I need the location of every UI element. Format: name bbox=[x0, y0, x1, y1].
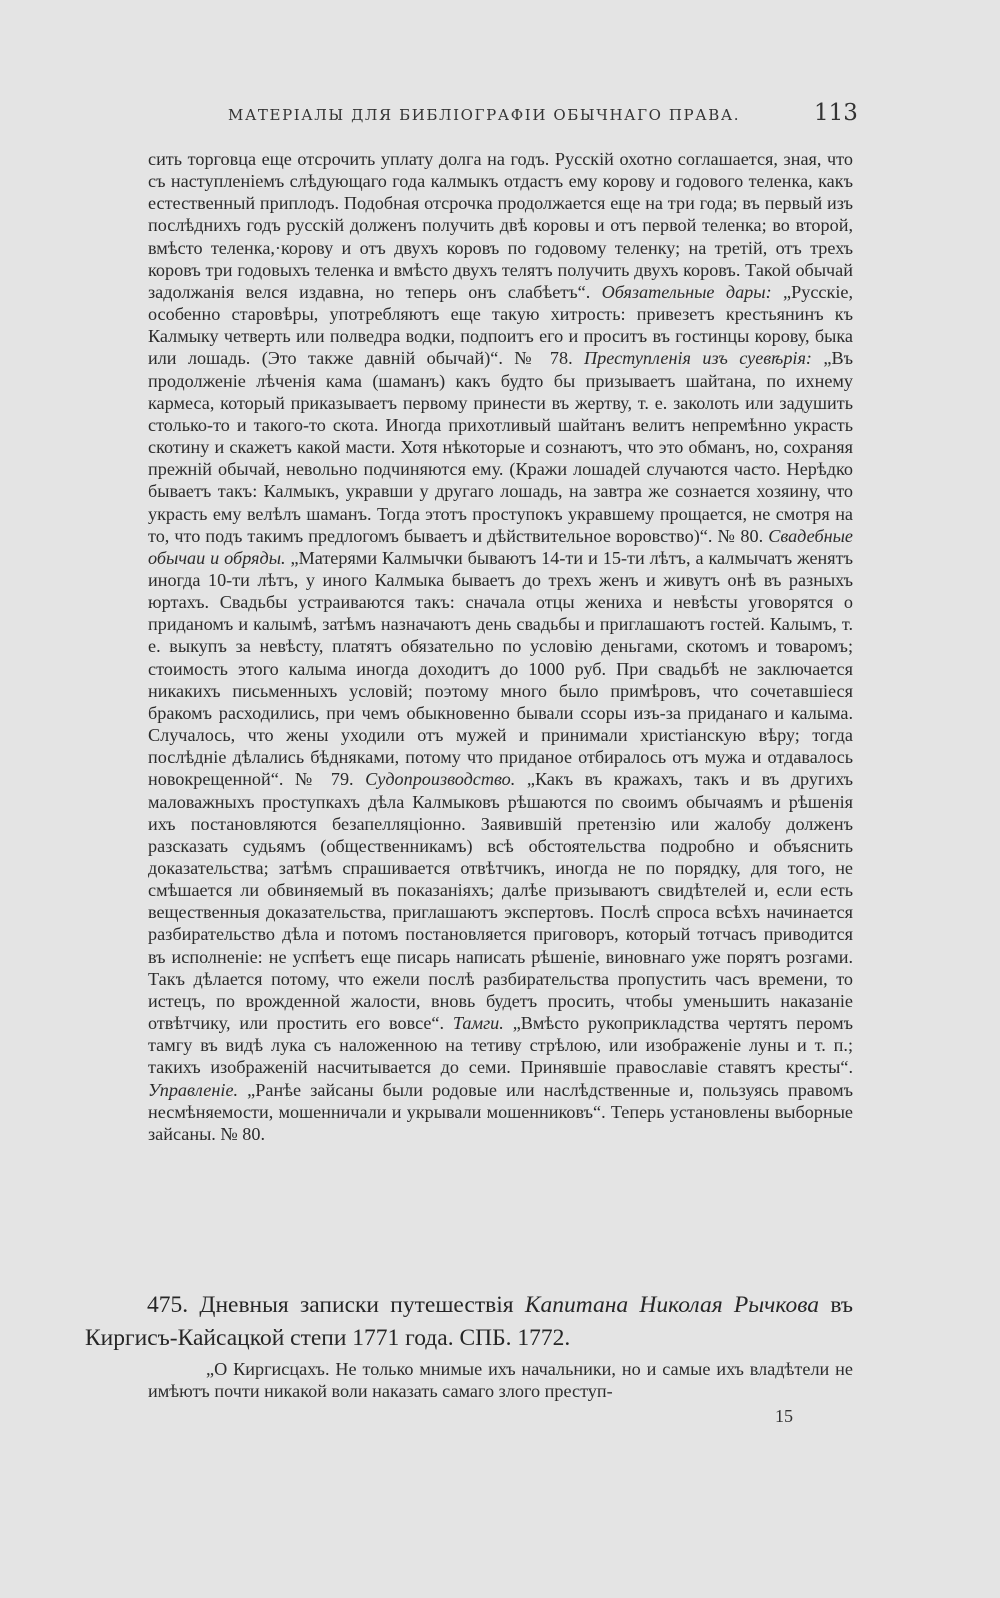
entry-number: 475. bbox=[147, 1292, 189, 1318]
text-run: „Русскіе, особенно старовѣры, употребляютъ еще такую хитрость: привезетъ крестьянинъ къ Калмыку четверть или полведра водки, подпоитъ его и проситъ въ гостинцы корову, быка или лошадь. (Это также давній обычай)“. № 78. bbox=[148, 281, 853, 369]
section-title-wedding: Свадебные обычаи и обряды. bbox=[148, 525, 853, 568]
main-paragraph bbox=[148, 148, 853, 1145]
section-title-crimes: Преступленія изъ суевѣрія: bbox=[584, 348, 812, 369]
entry-author: Капитана Николая Рычкова bbox=[524, 1292, 820, 1318]
entry-title: Дневныя записки путешествія bbox=[188, 1292, 525, 1318]
entry-heading bbox=[85, 1289, 853, 1355]
quote-paragraph: „О Киргисцахъ. Не только мнимые ихъ начальники, но и самые ихъ владѣтели не имѣютъ почти никакой воли наказать самаго злого преступ- bbox=[148, 1359, 853, 1402]
entry-title-rest: въ Киргисъ-Кайсацкой степи 1771 года. СПБ. 1772. bbox=[85, 1292, 853, 1351]
text-run: „Матерями Калмычки бываютъ 14-ти и 15-ти лѣтъ, а калмычатъ женятъ иногда 10-ти лѣтъ, у иного Калмыка бываетъ до трехъ женъ и живутъ онѣ въ разныхъ юртахъ. Свадьбы устраиваются такъ: сначала отцы жениха и невѣсты уговорятся о приданомъ и калымѣ, затѣмъ назначаютъ день свадьбы и приглашаютъ гостей. Калымъ, т. е. выкупъ за невѣсту, платятъ обязательно по условію деньгами, скотомъ и товаромъ; стоимость этого калыма иногда доходитъ до 1000 руб. При свадьбѣ не заключается никакихъ письменныхъ условій; поэтому много было примѣровъ, что сочетавшіеся бракомъ расходились, при чемъ обыкновенно бывали ссоры изъ-за приданаго и калыма. Случалось, что жены уходили отъ мужей и принимали христіанскую вѣру; тогда послѣдніе дѣлались бѣдняками, потому что приданое отбиралось отъ мужа и отдавалось новокрещенной“. № 79. bbox=[148, 547, 853, 790]
section-title-governance: Управленіе. bbox=[148, 1079, 239, 1100]
text-run: „Ранѣе зайсаны были родовые или наслѣдственные и, пользуясь правомъ несмѣняемости, мошенничали и укрывали мошенниковъ“. Теперь установлены выборные зайсаны. № 80. bbox=[148, 1079, 853, 1144]
text-run: „Какъ въ кражахъ, такъ и въ другихъ маловажныхъ проступкахъ дѣла Калмыковъ рѣшаются по своимъ обычаямъ и рѣшенія ихъ постановляются безапелляціонно. Заявившій претензію или жалобу долженъ разсказать судьямъ (общественникамъ) всѣ обстоятельства подробно и объяснить доказательства; затѣмъ спрашивается отвѣтчикъ, иногда не по порядку, для того, не смѣшается ли обвиняемый въ показаніяхъ; далѣе призываютъ свидѣтелей и, если есть вещественныя доказательства, приглашаютъ экспертовъ. Послѣ спроса всѣхъ начинается разбирательство дѣла и потомъ постановляется приговоръ, который тотчасъ приводится въ исполненіе: не успѣетъ еще писарь написать рѣшеніе, виновнаго уже порятъ розгами. Такъ дѣлается потому, что ежели послѣ разбирательства пропустить часъ времени, то истецъ, по врожденной жалости, вновь будетъ просить, чтобы уменьшить наказаніе отвѣтчику, или простить его вовсе“. bbox=[148, 769, 854, 1034]
section-title-tamgi: Тамги. bbox=[452, 1013, 504, 1034]
page-number: 113 bbox=[814, 100, 858, 126]
entry-quote bbox=[148, 1358, 853, 1402]
page-header bbox=[0, 98, 1000, 138]
text-run: „Вмѣсто рукоприкладства чертятъ перомъ тамгу въ видѣ лука съ наложенною на тетиву стрѣлою, или изображеніе луны и т. п.; такихъ изображеній насчитывается до семи. Принявшіе православіе ставятъ кресты“. bbox=[148, 1013, 853, 1078]
section-title-court: Судопроизводство. bbox=[365, 769, 516, 790]
section-title-gifts: Обязательные дары: bbox=[601, 281, 772, 302]
signature-mark: 15 bbox=[775, 1406, 793, 1426]
main-text bbox=[148, 148, 853, 1145]
text-run: сить торговца еще отсрочить уплату долга на годъ. Русскій охотно соглашается, зная, что съ наступленіемъ слѣдующаго года калмыкъ отдастъ ему корову и годового теленка, какъ естественный приплодъ. Подобная отсрочка продолжается еще на три года; въ первый изъ послѣднихъ годъ русскій долженъ получить двѣ коровы и отъ первой теленка; во второй, вмѣсто теленка,·корову и отъ двухъ коровъ по годовому теленку; на третій, отъ трехъ коровъ три годовыхъ теленка и вмѣсто двухъ телятъ получить двухъ коровъ. Такой обычай задолжанія велся издавна, но теперь онъ слабѣетъ“. bbox=[148, 149, 853, 302]
text-run: „Въ продолженіе лѣченія кама (шаманъ) какъ будто бы призываетъ шайтана, по ихнему кармеса, который приказываетъ первому принести въ жертву, т. е. заколоть или задушить столько-то и такого-то скота. Иногда прихотливый шайтанъ велитъ непремѣнно украсть скотину и скажетъ какой масти. Хотя нѣкоторые и сознаютъ, что это обманъ, но, сохраняя прежній обычай, невольно подчиняются ему. (Кражи лошадей случаются часто. Нерѣдко бываетъ такъ: Калмыкъ, укравши у другаго лошадь, на завтра же сознается хозяину, что украсть ему велѣлъ шаманъ. Тогда этотъ проступокъ укравшему прощается, не смотря на то, что подъ такимъ предлогомъ бываетъ и дѣйствительное воровство)“. № 80. bbox=[148, 348, 853, 546]
running-title: МАТЕРІАЛЫ ДЛЯ БИБЛІОГРАФІИ ОБЫЧНАГО ПРАВА. bbox=[228, 106, 741, 124]
